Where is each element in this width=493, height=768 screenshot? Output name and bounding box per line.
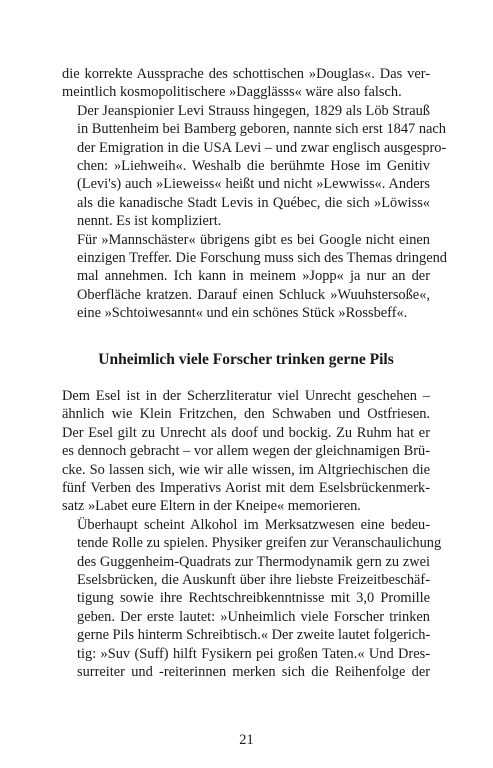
text-line: tigung sowie ihre Rechtschreibkenntnisse mit 3,0 Promille [77,590,430,607]
text-line: Der Jeanspionier Levi Strauss hingegen, 1829 als Löb Strauß [77,102,430,119]
text-line: nennt. Es ist kompliziert. [77,213,222,230]
text-line: mal annehmen. Ich kann in meinem »Jopp« ja nur an der [77,268,430,285]
text-line: Eselsbrücken, die Auskunft über ihre liebste Freizeitbeschäf- [77,572,430,589]
section-two [62,387,442,682]
text-line: geben. Der erste lautet: »Unheimlich viele Forscher trinken [77,608,430,625]
text-line: Für »Mannschäster« übrigens gibt es bei Google nicht einen [77,231,430,248]
text-line: gerne Pils hinterm Schreibtisch.« Der zweite lautet folgerich- [77,627,431,644]
text-line: ähnlich wie Klein Fritzchen, den Schwaben und Ostfriesen. [62,406,430,423]
text-line: als die kanadische Stadt Levis in Québec, die sich »Löwiss« [77,194,430,211]
section-heading: Unheimlich viele Forscher trinken gerne Pils [98,351,394,368]
section-one [62,65,447,323]
text-line: Der Esel gilt zu Unrecht als doof und bockig. Zu Ruhm hat er [62,424,430,441]
paragraph [62,516,442,682]
text-line: surreiter und -reiterinnen merken sich die Reihenfolge der [77,664,430,681]
text-line: meintlich kosmopolitischere »Dagglässs« wäre also falsch. [62,84,402,101]
text-line: die korrekte Aussprache des schottischen »Douglas«. Das ver- [62,66,430,82]
paragraph [62,231,447,323]
text-line: fünf Verben des Imperativs Aorist mit dem Eselsbrückenmerk- [62,480,430,497]
paragraph [62,65,430,102]
text-line: chen: »Liehweih«. Weshalb die berühmte Hose im Genitiv [77,158,430,175]
text-line: einzigen Treffer. Die Forschung muss sich des Themas dringend [77,250,447,267]
text-line: tig: »Suv (Suff) hilft Fysikern pei großen Taten.« Und Dres- [77,645,430,662]
text-line: tende Rolle zu spielen. Physiker greifen zur Veranschaulichung [77,535,442,552]
text-line: der Emigration in die USA Levi – und zwar englisch ausgespro- [77,139,447,156]
text-line: satz »Labet eure Eltern in der Kneipe« memorieren. [62,498,361,515]
text-line: (Levi's) auch »Lieweiss« heißt und nicht »Lewwiss«. Anders [77,176,430,193]
text-line: in Buttenheim bei Bamberg geboren, nannte sich erst 1847 nach [77,121,446,138]
text-line: eine »Schtoiwesannt« und ein schönes Stück »Rossbeff«. [77,305,408,322]
paragraph [62,387,430,516]
text-line: Oberfläche kratzen. Darauf einen Schluck »Wuuhstersoße«, [77,286,430,303]
text-line: es dennoch gebracht – vor allem wegen der gleichnamigen Brü- [62,443,431,460]
text-line: Dem Esel ist in der Scherzliteratur viel Unrecht geschehen – [62,388,430,404]
text-line: cke. So lassen sich, wie wir alle wissen, im Altgriechischen die [62,461,430,478]
text-line: Überhaupt scheint Alkohol im Merksatzwesen eine bedeu- [77,516,430,533]
text-line: des Guggenheim-Quadrats zur Thermodynamik gern zu zwei [77,553,430,570]
page-number: 21 [239,732,254,748]
paragraph [62,102,447,231]
